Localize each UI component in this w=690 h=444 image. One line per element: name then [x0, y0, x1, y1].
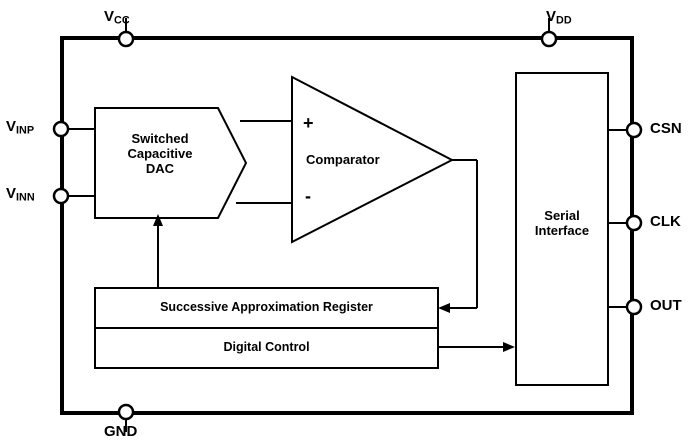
serial-interface-label-line-1: Serial — [544, 208, 580, 223]
pin-label-gnd: GND — [104, 423, 138, 440]
pin-label-vinp: $V_{INP}$ — [6, 118, 35, 137]
digital-control-label: Digital Control — [223, 340, 310, 354]
comparator-plus-input-sign: + — [303, 113, 314, 133]
pin-dot-csn — [627, 123, 641, 137]
pin-dot-vcc — [119, 32, 133, 46]
comparator-minus-input-sign: - — [305, 186, 311, 206]
pin-label-out: OUT — [650, 297, 682, 314]
pin-label-vdd: $V_{DD}$ — [546, 8, 572, 27]
pin-dot-vinp — [54, 122, 68, 136]
pin-label-vcc: $V_{CC}$ — [104, 8, 130, 27]
pin-dot-out — [627, 300, 641, 314]
pin-dot-vinn — [54, 189, 68, 203]
pin-dot-vdd — [542, 32, 556, 46]
pin-label-vinn-subscript: INN — [16, 191, 35, 204]
arrowhead-sar-input — [438, 303, 450, 313]
successive-approximation-register-label: Successive Approximation Register — [160, 300, 373, 314]
pin-label-vdd-subscript: DD — [556, 14, 572, 27]
pin-label-csn: CSN — [650, 120, 682, 137]
serial-interface-label-line-2: Interface — [534, 222, 590, 238]
dac-label-line-2: Capacitive — [127, 145, 193, 161]
switched-capacitive-dac-label — [95, 132, 225, 177]
pin-dot-gnd — [119, 405, 133, 419]
pin-label-vcc-subscript: CC — [114, 14, 130, 27]
dac-label-line-1: Switched — [131, 131, 189, 146]
pin-label-vinn: $V_{INN}$ — [6, 185, 35, 204]
pin-dot-clk — [627, 216, 641, 230]
pin-label-vinp-subscript: INP — [16, 124, 35, 137]
arrowhead-serial-input — [503, 342, 515, 352]
serial-interface-label — [516, 209, 608, 239]
comparator-label: Comparator — [306, 152, 380, 167]
dac-label-line-3: DAC — [145, 160, 175, 176]
pin-label-clk: CLK — [650, 213, 681, 230]
